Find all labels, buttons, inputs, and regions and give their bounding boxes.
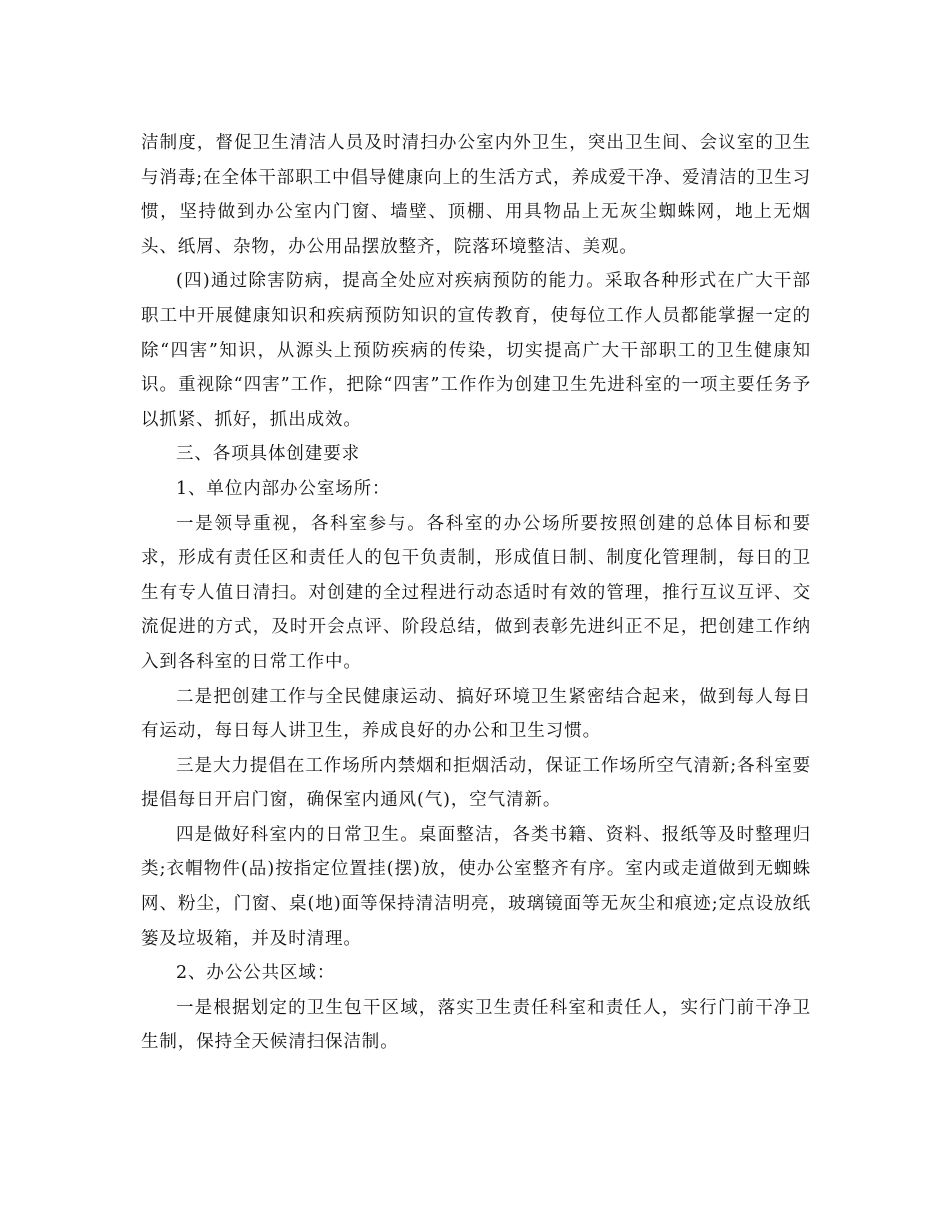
subheading-office-premises: 1、单位内部办公室场所： (176, 478, 391, 499)
paragraph-leadership: 一是领导重视，各科室参与。各科室的办公场所要按照创建的总体目标和要求，形成有责任区和责任人的包干负责制，形成值日制、制度化管理制，每日的卫生有专人值日清扫。对创建的全过程进行动态适时有效的管理，推行互议互评、交流促进的方式，及时开会点评、阶段总结，做到表彰先进纠正不足，把创建工作纳入到各科室的日常工作中。 (141, 513, 811, 672)
paragraph-pest-control: (四)通过除害防病，提高全处应对疾病预防的能力。采取各种形式在广大干部职工中开展健康知识和疾病预防知识的宣传教育，使每位工作人员都能掌握一定的除“四害”知识，从源头上预防疾病的传染，切实提高广大干部职工的卫生健康知识。重视除“四害”工作，把除“四害”工作作为创建卫生先进科室的一项主要任务予以抓紧、抓好，抓出成效。 (141, 271, 811, 430)
section-heading-requirements: 三、各项具体创建要求 (176, 444, 360, 465)
paragraph-no-smoking: 三是大力提倡在工作场所内禁烟和拒烟活动，保证工作场所空气清新;各科室要提倡每日开启门窗，确保室内通风(气)，空气清新。 (141, 755, 811, 811)
paragraph-responsibility-areas: 一是根据划定的卫生包干区域，落实卫生责任科室和责任人，实行门前干净卫生制，保持全天候清扫保洁制。 (141, 997, 811, 1053)
paragraph-health-exercise: 二是把创建工作与全民健康运动、搞好环境卫生紧密结合起来，做到每人每日有运动，每日每人讲卫生，养成良好的办公和卫生习惯。 (141, 686, 811, 742)
paragraph-daily-cleaning: 四是做好科室内的日常卫生。桌面整洁，各类书籍、资料、报纸等及时整理归类;衣帽物件(品)按指定位置挂(摆)放，使办公室整齐有序。室内或走道做到无蜘蛛网、粉尘，门窗、桌(地)面等保持清洁明亮，玻璃镜面等无灰尘和痕迹;定点设放纸篓及垃圾箱，并及时清理。 (141, 824, 811, 949)
document-body (141, 126, 811, 1060)
paragraph-hygiene-habits: 洁制度，督促卫生清洁人员及时清扫办公室内外卫生，突出卫生间、会议室的卫生与消毒;在全体干部职工中倡导健康向上的生活方式，养成爱干净、爱清洁的卫生习惯，坚持做到办公室内门窗、墙壁、顶棚、用具物品上无灰尘蜘蛛网，地上无烟头、纸屑、杂物，办公用品摆放整齐，院落环境整洁、美观。 (141, 133, 811, 257)
subheading-public-areas: 2、办公公共区域： (176, 963, 336, 984)
